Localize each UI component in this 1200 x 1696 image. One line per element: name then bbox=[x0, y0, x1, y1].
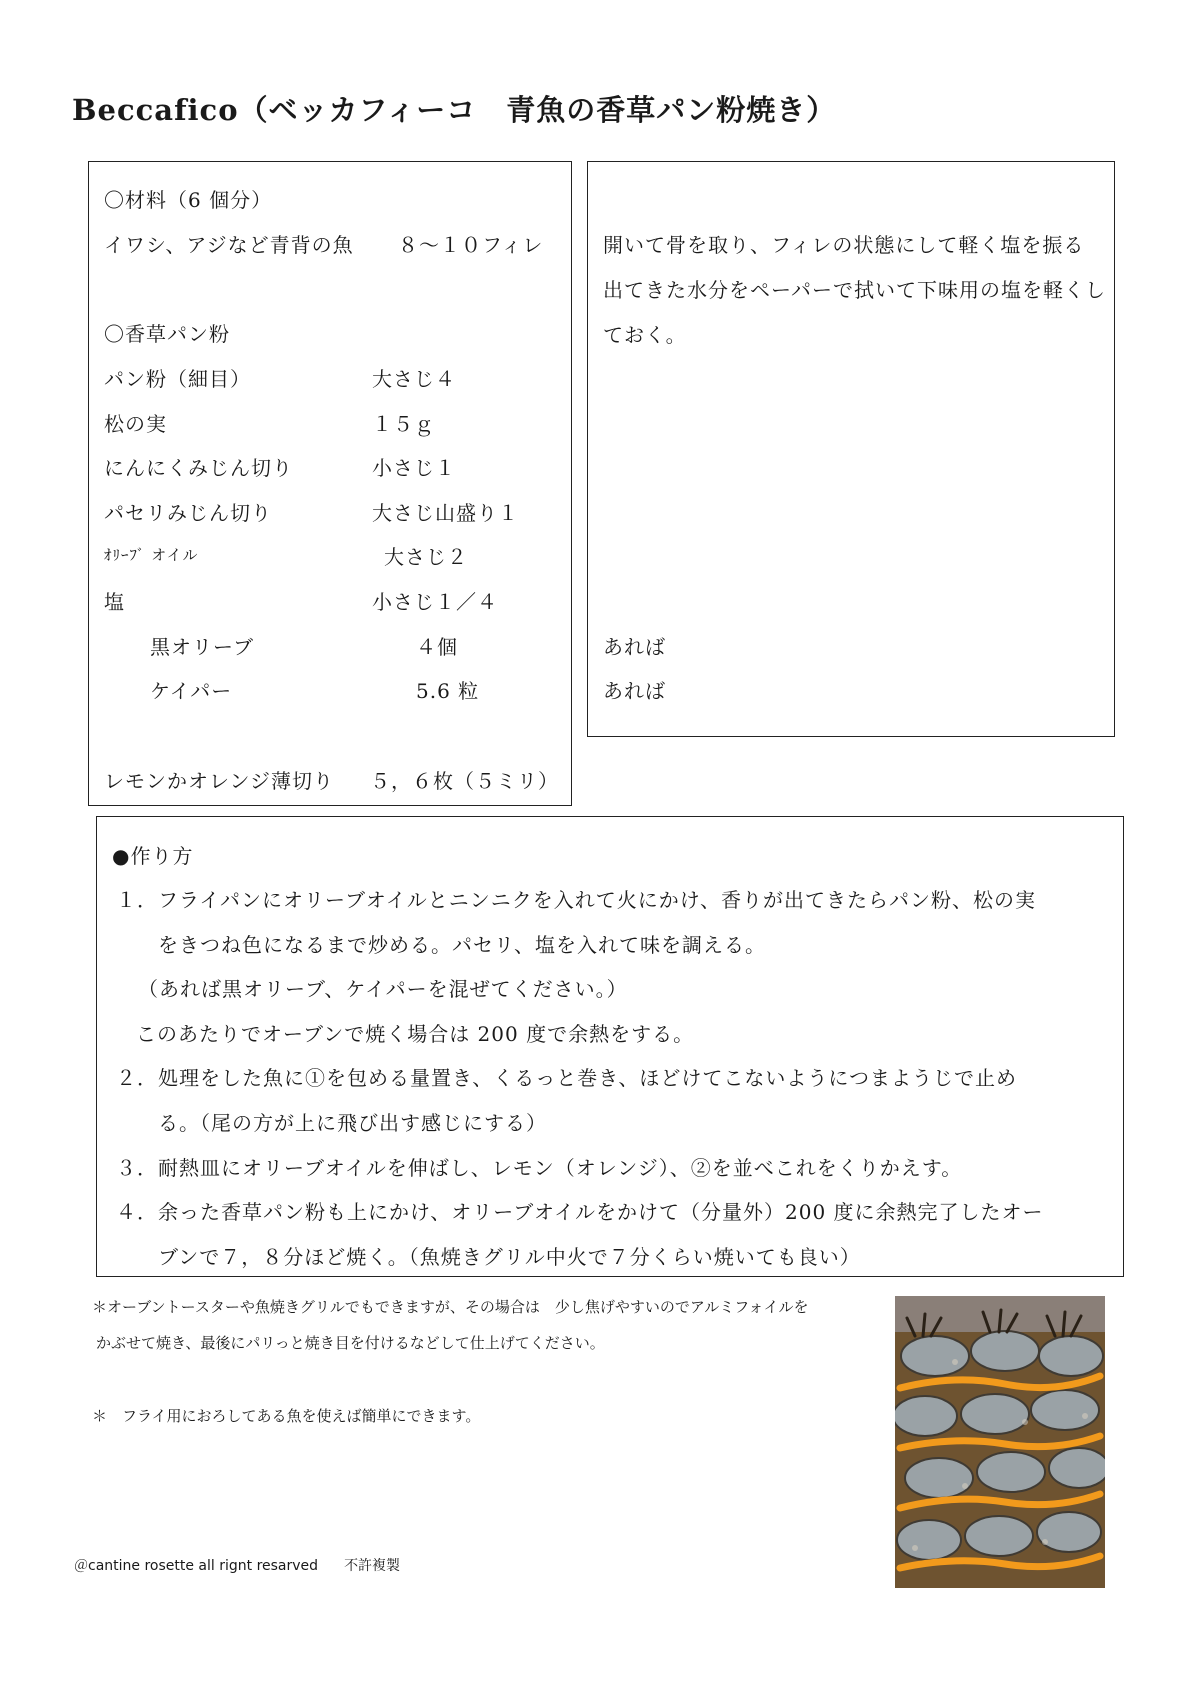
tip-line-1: ＊オーブントースターや魚焼きグリルでもできますが、その場合は 少し焦げやすいのでアルミフォイルを bbox=[92, 1298, 809, 1316]
ingredient-qty-breadcrumbs: 大さじ４ bbox=[372, 367, 456, 391]
method-line-8: ４．余った香草パン粉も上にかけ、オリーブオイルをかけて（分量外）200 度に余熱完了したオー bbox=[116, 1200, 1044, 1224]
method-line-1: １．フライパンにオリーブオイルとニンニクを入れて火にかけ、香りが出てきたらパン粉、松の実 bbox=[116, 888, 1036, 912]
page-title: Beccafico（ベッカフィーコ 青魚の香草パン粉焼き） bbox=[72, 93, 837, 127]
ingredient-name-parsley: パセリみじん切り bbox=[104, 501, 272, 525]
note-optional-olives: あれば bbox=[603, 635, 666, 659]
ingredient-qty-capers: 5.6 粒 bbox=[416, 679, 480, 703]
ingredient-qty-pine-nuts: １５ｇ bbox=[372, 412, 435, 436]
method-line-2: をきつね色になるまで炒める。パセリ、塩を入れて味を調える。 bbox=[158, 933, 766, 957]
method-line-3: （あれば黒オリーブ、ケイパーを混ぜてください。） bbox=[138, 977, 628, 1001]
method-line-7: ３．耐熱皿にオリーブオイルを伸ばし、レモン（オレンジ）、②を並べこれをくりかえす。 bbox=[116, 1156, 963, 1180]
ingredient-name-garlic: にんにくみじん切り bbox=[104, 456, 293, 480]
no-reproduction-notice: 不許複製 bbox=[344, 1558, 401, 1574]
fish-name: イワシ、アジなど青背の魚 bbox=[104, 233, 354, 257]
method-heading: ●作り方 bbox=[112, 844, 194, 868]
lemon-qty: ５，６枚（５ミリ） bbox=[370, 769, 559, 793]
ingredient-qty-parsley: 大さじ山盛り１ bbox=[372, 501, 519, 525]
ingredient-name-pine-nuts: 松の実 bbox=[104, 412, 167, 436]
ingredient-name-black-olives: 黒オリーブ bbox=[150, 635, 254, 659]
ingredient-qty-olive-oil: 大さじ２ bbox=[384, 545, 468, 569]
ingredient-name-capers: ケイパー bbox=[150, 679, 233, 703]
note-line-3: ておく。 bbox=[603, 323, 687, 347]
tip-line-3: ＊ フライ用におろしてある魚を使えば簡単にできます。 bbox=[92, 1407, 481, 1425]
ingredient-name-olive-oil: ｵﾘｰﾌﾞ オイル bbox=[104, 546, 199, 564]
fish-qty: ８〜１０フィレ bbox=[398, 233, 544, 257]
tip-line-2: かぶせて焼き、最後にパリっと焼き目を付けるなどして仕上げてください。 bbox=[96, 1334, 605, 1352]
lemon-name: レモンかオレンジ薄切り bbox=[104, 769, 334, 793]
method-line-6: る。（尾の方が上に飛び出す感じにする） bbox=[158, 1111, 547, 1135]
ingredient-qty-garlic: 小さじ１ bbox=[372, 456, 456, 480]
dish-photo-illustration bbox=[895, 1296, 1105, 1588]
dish-photo bbox=[895, 1296, 1105, 1588]
note-optional-capers: あれば bbox=[603, 679, 666, 703]
ingredient-qty-black-olives: ４個 bbox=[416, 635, 458, 659]
ingredient-name-salt: 塩 bbox=[104, 590, 125, 614]
herb-breadcrumb-heading: 〇香草パン粉 bbox=[104, 322, 230, 346]
copyright-text: ＠cantine rosette all rignt resarved bbox=[74, 1558, 319, 1574]
ingredients-heading: 〇材料（6 個分） bbox=[104, 188, 273, 212]
note-line-2: 出てきた水分をペーパーで拭いて下味用の塩を軽くし bbox=[603, 278, 1106, 302]
method-line-4: このあたりでオーブンで焼く場合は 200 度で余熱をする。 bbox=[136, 1022, 695, 1046]
method-line-5: ２．処理をした魚に①を包める量置き、くるっと巻き、ほどけてこないようにつまようじで止め bbox=[116, 1066, 1017, 1090]
note-line-1: 開いて骨を取り、フィレの状態にして軽く塩を振る bbox=[603, 233, 1085, 257]
method-line-9: ブンで７，８分ほど焼く。（魚焼きグリル中火で７分くらい焼いても良い） bbox=[158, 1245, 861, 1269]
footer bbox=[74, 1555, 426, 1575]
ingredient-qty-salt: 小さじ１／４ bbox=[372, 590, 498, 614]
ingredient-name-breadcrumbs: パン粉（細目） bbox=[104, 367, 251, 391]
